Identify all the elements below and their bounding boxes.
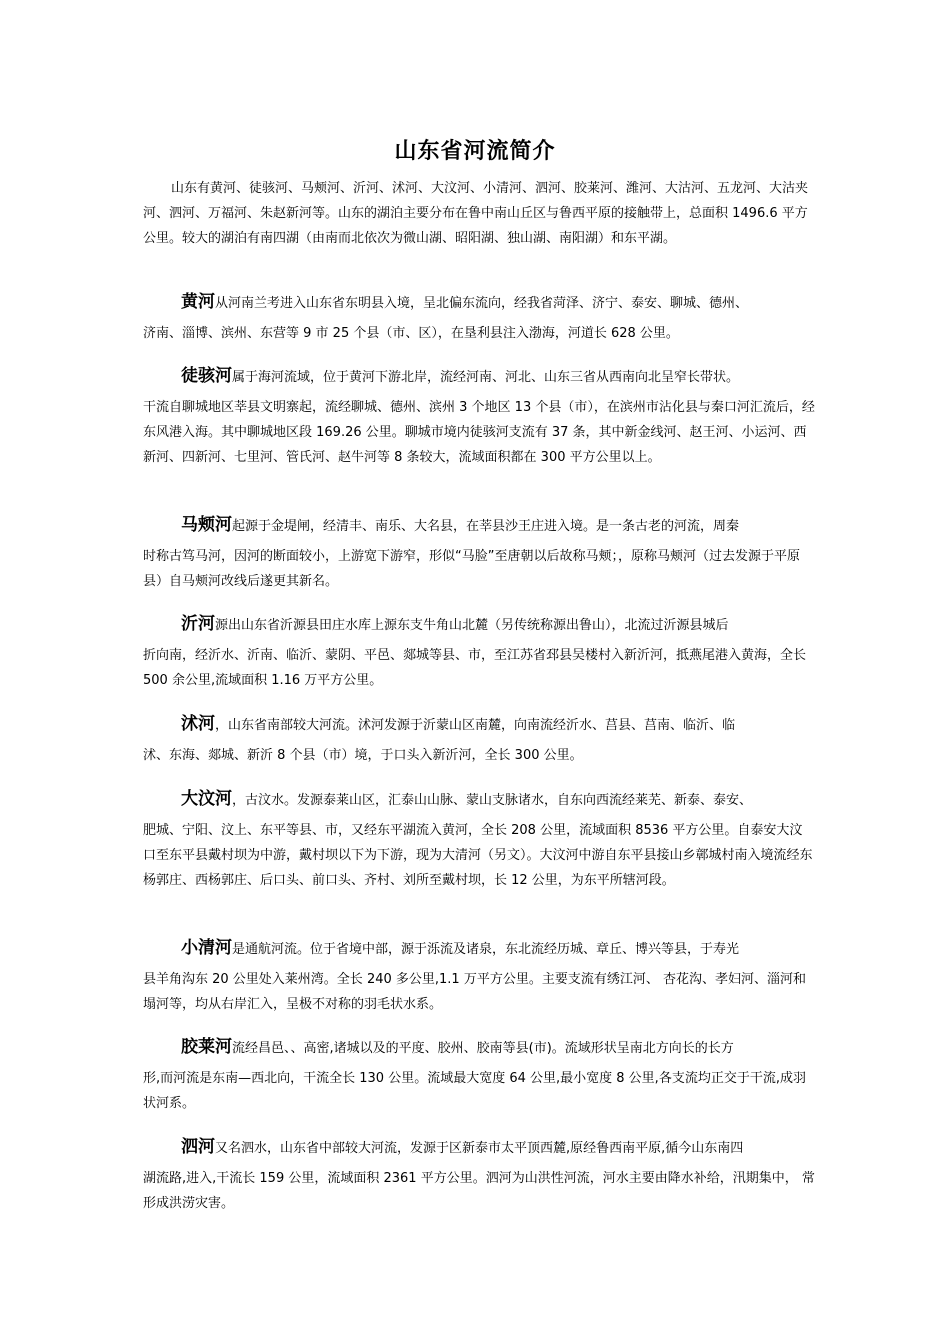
river-name: 沂河 — [181, 614, 215, 634]
river-text-rest: 济南、淄博、滨州、东营等 9 市 25 个县（市、区），在垦利县注入渤海，河道长 628 公里。 — [143, 326, 679, 341]
river-name: 徒骇河 — [181, 366, 232, 386]
river-text-first: ，古汶水。发源泰莱山区，汇泰山山脉、蒙山支脉诸水，自东向西流经莱芜、新泰、泰安、 — [232, 793, 753, 808]
river-section-sihe — [143, 1130, 815, 1216]
river-text-first: 属于海河流域，位于黄河下游北岸，流经河南、河北、山东三省从西南向北呈窄长带状。 — [232, 370, 740, 385]
river-text-rest: 形,而河流是东南—西北向，干流全长 130 公里。流域最大宽度 64 公里,最小宽度 8 公里,各支流均正交于干流,成羽状河系。 — [143, 1071, 806, 1111]
river-section-huanghe — [143, 285, 815, 346]
river-section-yihe — [143, 607, 815, 693]
river-text-rest: 沭、东海、郯城、新沂 8 个县（市）境，于口头入新沂河，全长 300 公里。 — [143, 748, 583, 763]
intro-paragraph: 山东有黄河、徒骇河、马颊河、沂河、沭河、大汶河、小清河、泗河、胶莱河、潍河、大沽河、五龙河、大沽夹河、泗河、万福河、朱赵新河等。山东的湖泊主要分布在鲁中南山丘区与鲁西平原的接触带上，总面积 1496.6 平方公里。较大的湖泊有南四湖（由南而北依次为微山湖、昭阳湖、独山湖、南阳湖）和东平湖。 — [143, 181, 809, 246]
river-name: 胶莱河 — [181, 1037, 232, 1057]
river-text-rest: 时称古笃马河，因河的断面较小，上游宽下游窄，形似“马脸”至唐朝以后故称马颊；，原称马颊河（过去发源于平原县）自马颊河改线后遂更其新名。 — [143, 549, 800, 589]
river-text-rest: 折向南，经沂水、沂南、临沂、蒙阴、平邑、郯城等县、市，至江苏省邳县吴楼村入新沂河，抵燕尾港入黄海，全长 500 余公里,流域面积 1.16 万平方公里。 — [143, 648, 807, 688]
river-section-xiaoqinghe — [143, 931, 815, 1017]
river-section-jiaolaihe — [143, 1030, 815, 1116]
river-name: 泗河 — [181, 1137, 215, 1157]
river-name: 马颊河 — [181, 515, 232, 535]
river-text-first: 流经昌邑、、高密,诸城以及的平度、胶州、胶南等县(市)。流域形状呈南北方向长的长方 — [232, 1041, 734, 1056]
river-text-first: ，山东省南部较大河流。沭河发源于沂蒙山区南麓，向南流经沂水、莒县、莒南、临沂、临 — [215, 718, 736, 733]
river-name: 沭河 — [181, 714, 215, 734]
river-text-rest: 干流自聊城地区莘县文明寨起，流经聊城、德州、滨州 3 个地区 13 个县（市），在滨州市沾化县与秦口河汇流后，经东风港入海。其中聊城地区段 169.26 公里。聊城市境内徒骇河支流有 37 条，其中新金线河、赵王河、小运河、西新河、四新河、七里河、管氏河、赵牛河等 8 条较大，流域面积都在 300 平方公里以上。 — [143, 400, 815, 465]
river-text-first: 又名泗水，山东省中部较大河流，发源于区新泰市太平顶西麓,原经鲁西南平原,循今山东南四 — [215, 1141, 744, 1156]
river-section-majiahe — [143, 508, 815, 594]
river-text-rest: 县羊角沟东 20 公里处入莱州湾。全长 240 多公里,1.1 万平方公里。主要支流有绣江河、 杏花沟、孝妇河、淄河和塌河等，均从右岸汇入，呈极不对称的羽毛状水系。 — [143, 972, 806, 1012]
river-section-shuhe — [143, 707, 815, 768]
river-text-rest: 湖流路,进入,干流长 159 公里，流域面积 2361 平方公里。泗河为山洪性河流，河水主要由降水补给，汛期集中， 常形成洪涝灾害。 — [143, 1171, 815, 1211]
river-name: 小清河 — [181, 938, 232, 958]
river-text-first: 源出山东省沂源县田庄水库上源东支牛角山北麓（另传统称源出鲁山），北流过沂源县城后 — [215, 618, 729, 633]
river-section-tuhaihe — [143, 359, 815, 470]
river-text-first: 从河南兰考进入山东省东明县入境，呈北偏东流向，经我省菏泽、济宁、泰安、聊城、德州、 — [215, 296, 749, 311]
river-text-first: 是通航河流。位于省境中部，源于泺流及诸泉，东北流经历城、章丘、博兴等县，于寿光 — [232, 942, 740, 957]
page-title: 山东省河流简介 — [394, 139, 556, 164]
river-section-dawenhe — [143, 782, 815, 893]
river-text-rest: 肥城、宁阳、汶上、东平等县、市，又经东平湖流入黄河，全长 208 公里，流域面积 8536 平方公里。自泰安大汶口至东平县戴村坝为中游，戴村坝以下为下游，现为大清河（另文）。大汶河中游自东平县接山乡鄣城村南入境流经东杨郭庄、西杨郭庄、后口头、前口头、齐村、刘所至戴村坝，长 12 公里，为东平所辖河段。 — [143, 823, 813, 888]
river-text-first: 起源于金堤闸，经清丰、南乐、大名县，在莘县沙王庄进入境。是一条古老的河流，周秦 — [232, 519, 740, 534]
river-name: 黄河 — [181, 292, 215, 312]
river-name: 大汶河 — [181, 789, 232, 809]
